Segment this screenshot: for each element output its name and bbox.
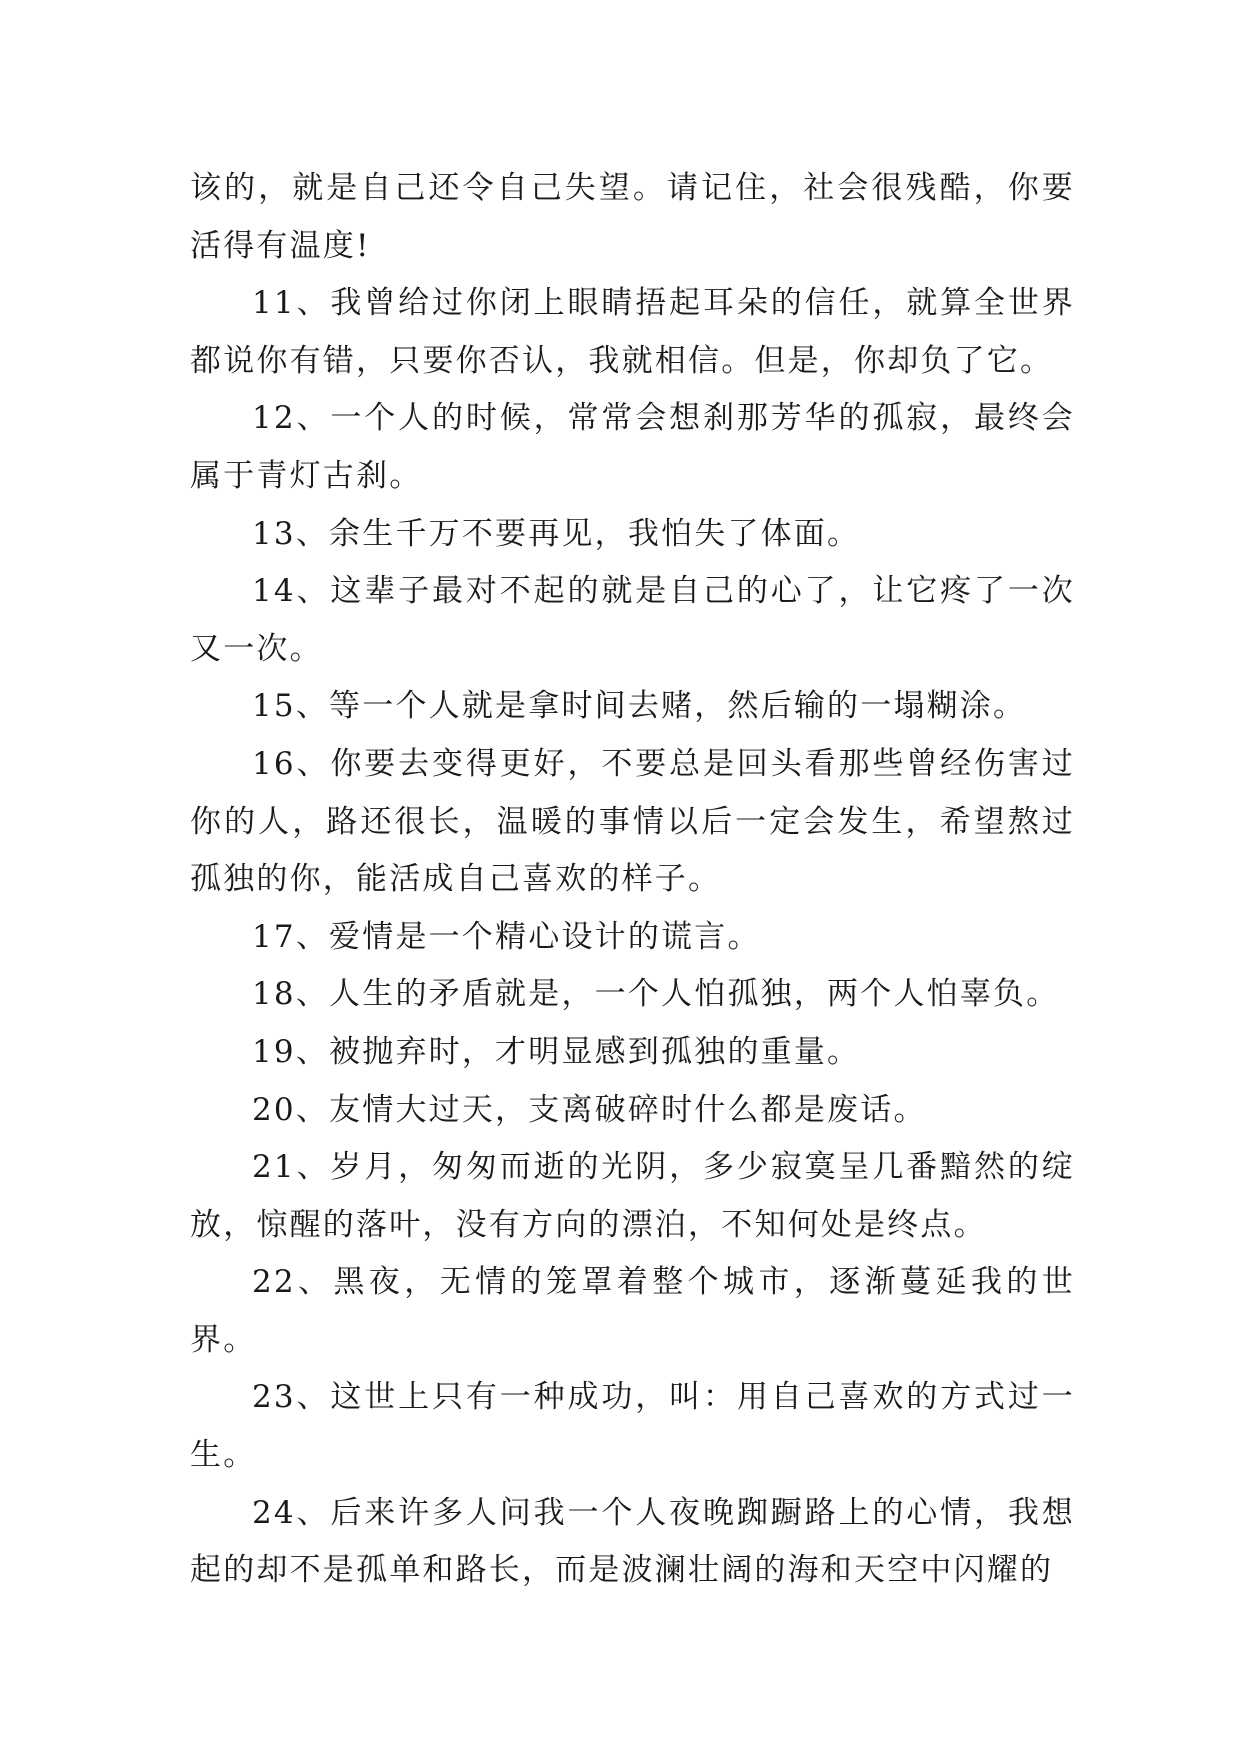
paragraph-item-22: 22、黑夜，无情的笼罩着整个城市，逐渐蔓延我的世界。 [190,1264,1075,1358]
paragraph-item-12: 12、一个人的时候，常常会想刹那芳华的孤寂，最终会属于青灯古刹。 [190,400,1075,494]
paragraph-item-21: 21、岁月，匆匆而逝的光阴，多少寂寞呈几番黯然的绽放，惊醒的落叶，没有方向的漂泊，不知何处是终点。 [190,1149,1075,1243]
paragraph-item-24: 24、后来许多人问我一个人夜晚踟蹰路上的心情，我想起的却不是孤单和路长，而是波澜壮阔的海和天空中闪耀的 [190,1494,1075,1589]
text-body [190,160,1075,1600]
paragraph-continuation: 该的，就是自己还令自己失望。请记住，社会很残酷，你要活得有温度! [190,170,1075,264]
paragraph-item-17: 17、爱情是一个精心设计的谎言。 [252,918,761,955]
paragraph-item-15: 15、等一个人就是拿时间去赌，然后输的一塌糊涂。 [252,688,1027,725]
paragraph-item-16: 16、你要去变得更好，不要总是回头看那些曾经伤害过你的人，路还很长，温暖的事情以后一定会发生，希望熬过孤独的你，能活成自己喜欢的样子。 [190,745,1075,898]
paragraph-item-20: 20、友情大过天，支离破碎时什么都是废话。 [252,1091,927,1128]
paragraph-item-13: 13、余生千万不要再见，我怕失了体面。 [252,515,861,552]
paragraph-item-18: 18、人生的矛盾就是，一个人怕孤独，两个人怕辜负。 [252,976,1060,1013]
paragraph-item-19: 19、被抛弃时，才明显感到孤独的重量。 [252,1033,861,1070]
paragraph-item-23: 23、这世上只有一种成功，叫：用自己喜欢的方式过一生。 [190,1379,1075,1474]
paragraph-item-11: 11、我曾给过你闭上眼睛捂起耳朵的信任，就算全世界都说你有错，只要你否认，我就相信。但是，你却负了它。 [190,285,1075,379]
paragraph-item-14: 14、这辈子最对不起的就是自己的心了，让它疼了一次又一次。 [190,573,1075,667]
